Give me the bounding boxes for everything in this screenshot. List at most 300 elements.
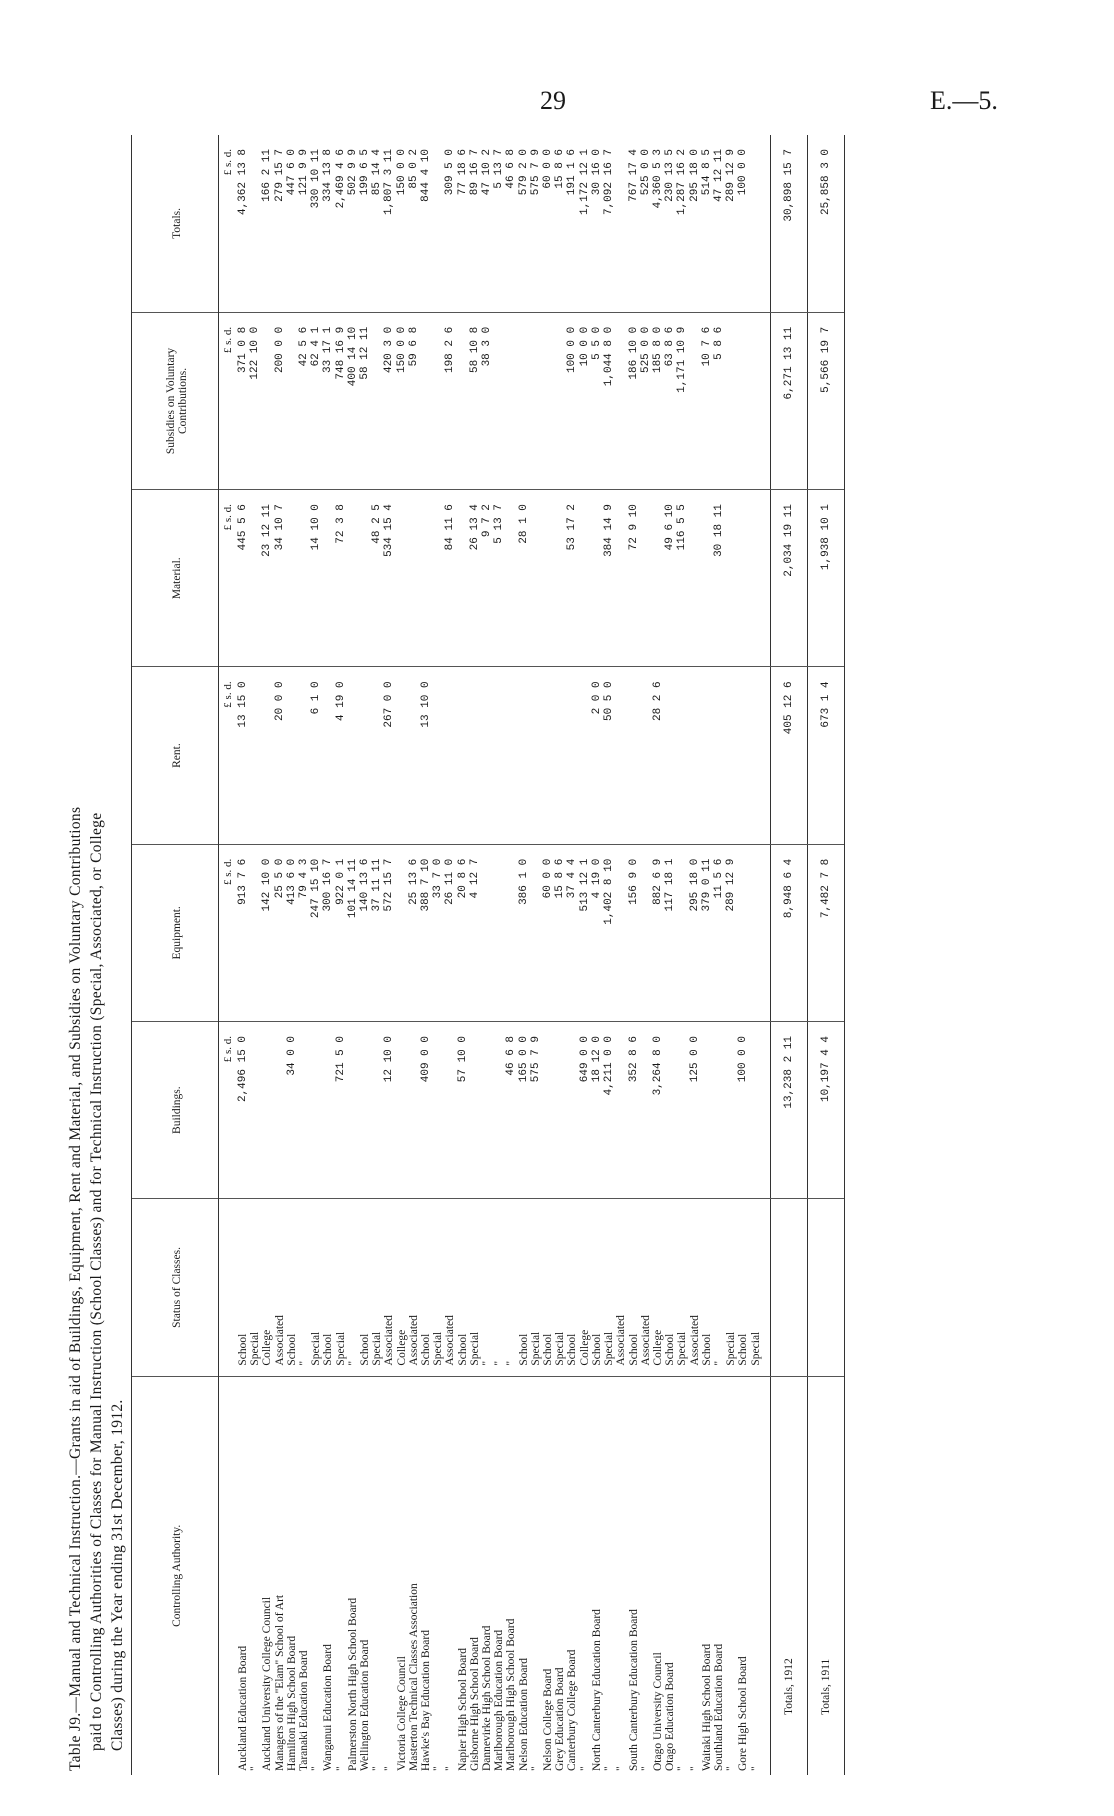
equipment-cell: 513 12 1 — [579, 844, 591, 1021]
buildings-cell — [664, 1022, 676, 1199]
status-cell: " — [347, 1199, 359, 1376]
equipment-cell: 4 19 0 — [591, 844, 603, 1021]
rent-cell: 2 0 0 — [591, 667, 603, 844]
rent-cell — [750, 667, 762, 844]
totals-cell: 25,858 3 0 — [807, 135, 844, 312]
status-cell: Special — [249, 1199, 261, 1376]
status-cell: School — [628, 1199, 640, 1376]
material-cell — [725, 490, 737, 667]
material-cell — [298, 490, 310, 667]
status-cell: " — [493, 1199, 505, 1376]
status-cell — [807, 1199, 844, 1376]
authority-cell: " — [676, 1766, 689, 1771]
equipment-cell — [249, 844, 261, 1021]
totals-row — [807, 135, 844, 1775]
status-cell: School — [664, 1199, 676, 1376]
authority-cell: Nelson Education Board — [517, 1657, 530, 1771]
equipment-cell: 33 7 0 — [432, 844, 444, 1021]
rent-cell — [444, 667, 456, 844]
totals-label-cell: Totals, 1912 — [770, 1376, 807, 1775]
equipment-cell — [505, 844, 517, 1021]
totals-cell: 289 12 9 — [725, 135, 737, 312]
material-cell: 72 3 8 — [335, 490, 347, 667]
material-cell — [530, 490, 542, 667]
equipment-cell: 15 8 6 — [554, 844, 566, 1021]
buildings-cell: 100 0 0 — [737, 1022, 749, 1199]
totals-cell — [750, 135, 762, 312]
table-row — [261, 135, 273, 1775]
table-row — [554, 135, 566, 1775]
equipment-cell — [493, 844, 505, 1021]
rent-cell — [701, 667, 713, 844]
material-cell — [286, 490, 298, 667]
buildings-cell — [322, 1022, 334, 1199]
subsidies-cell — [542, 312, 554, 489]
buildings-cell: 46 6 8 — [505, 1022, 517, 1199]
status-cell: " — [713, 1199, 725, 1376]
equipment-cell: 142 10 0 — [261, 844, 273, 1021]
buildings-cell — [554, 1022, 566, 1199]
buildings-cell: 10,197 4 4 — [807, 1022, 844, 1199]
buildings-cell: 575 7 9 — [530, 1022, 542, 1199]
totals-cell: 525 0 0 — [640, 135, 652, 312]
rent-cell — [676, 667, 688, 844]
totals-cell: 4,362 13 8 — [237, 135, 249, 312]
material-cell — [420, 490, 432, 667]
material-cell: 48 2 5 — [371, 490, 383, 667]
status-cell: Special — [469, 1199, 481, 1376]
status-cell: Special — [554, 1199, 566, 1376]
equipment-cell: 247 15 10 — [310, 844, 322, 1021]
totals-cell: 575 7 9 — [530, 135, 542, 312]
authority-cell: " — [444, 1766, 457, 1771]
equipment-cell: 300 16 7 — [322, 844, 334, 1021]
table-row — [505, 135, 517, 1775]
rent-cell — [518, 667, 530, 844]
status-cell: " — [505, 1199, 517, 1376]
totals-cell: 309 5 0 — [444, 135, 456, 312]
status-cell: Associated — [615, 1199, 627, 1376]
authority-cell: Wanganui Education Board — [322, 1644, 335, 1771]
equipment-cell — [530, 844, 542, 1021]
authority-cell: Auckland University College Council — [261, 1596, 274, 1771]
totals-cell: 15 8 6 — [554, 135, 566, 312]
table-row — [322, 135, 334, 1775]
unit-label: £ s. d. — [219, 667, 238, 844]
totals-cell: 7,092 16 7 — [603, 135, 615, 312]
totals-cell: 330 10 11 — [310, 135, 322, 312]
status-cell: School — [286, 1199, 298, 1376]
authority-cell: South Canterbury Education Board — [627, 1609, 640, 1771]
rent-cell — [493, 667, 505, 844]
status-cell: Special — [750, 1199, 762, 1376]
buildings-cell — [274, 1022, 286, 1199]
material-cell — [737, 490, 749, 667]
buildings-cell — [493, 1022, 505, 1199]
status-cell: Special — [603, 1199, 615, 1376]
totals-cell: 279 15 7 — [274, 135, 286, 312]
totals-cell: 1,287 16 2 — [676, 135, 688, 312]
subsidies-cell: 6,271 13 11 — [770, 312, 807, 489]
table-row — [737, 135, 749, 1775]
subsidies-cell — [689, 312, 701, 489]
totals-cell: 30,898 15 7 — [770, 135, 807, 312]
totals-cell: 85 0 2 — [408, 135, 420, 312]
subsidies-cell: 186 10 0 — [628, 312, 640, 489]
rent-cell — [664, 667, 676, 844]
authority-cell: " — [688, 1766, 701, 1771]
material-cell: 53 17 2 — [566, 490, 578, 667]
equipment-cell — [640, 844, 652, 1021]
totals-cell: 121 9 9 — [298, 135, 310, 312]
rent-cell — [737, 667, 749, 844]
status-cell: School — [542, 1199, 554, 1376]
material-cell — [701, 490, 713, 667]
totals-cell: 295 18 0 — [689, 135, 701, 312]
totals-cell: 4,360 5 3 — [652, 135, 664, 312]
rent-cell — [322, 667, 334, 844]
rent-cell — [530, 667, 542, 844]
equipment-cell: 37 4 4 — [566, 844, 578, 1021]
equipment-cell: 913 7 6 — [237, 844, 249, 1021]
buildings-cell: 57 10 0 — [457, 1022, 469, 1199]
equipment-cell: 60 0 0 — [542, 844, 554, 1021]
equipment-cell: 386 1 0 — [518, 844, 530, 1021]
rent-cell — [481, 667, 493, 844]
rent-cell — [457, 667, 469, 844]
status-cell: College — [579, 1199, 591, 1376]
table-row — [591, 135, 603, 1775]
buildings-cell — [481, 1022, 493, 1199]
rent-cell: 20 0 0 — [274, 667, 286, 844]
material-cell: 9 7 2 — [481, 490, 493, 667]
totals-cell: 47 10 2 — [481, 135, 493, 312]
material-cell: 23 12 11 — [261, 490, 273, 667]
totals-cell: 30 16 0 — [591, 135, 603, 312]
equipment-cell: 37 11 11 — [371, 844, 383, 1021]
status-cell: Special — [530, 1199, 542, 1376]
authority-cell: Gisborne High School Board — [468, 1637, 481, 1771]
buildings-cell: 409 0 0 — [420, 1022, 432, 1199]
material-cell — [505, 490, 517, 667]
equipment-cell: 140 13 6 — [359, 844, 371, 1021]
authority-cell: Hamilton High School Board — [285, 1635, 298, 1771]
page-number: 29 — [540, 86, 566, 115]
table-row — [603, 135, 615, 1775]
buildings-cell — [750, 1022, 762, 1199]
rotated-table-page — [65, 135, 1025, 1775]
unit-label: £ s. d. — [219, 490, 238, 667]
subsidies-cell: 1,044 8 0 — [603, 312, 615, 489]
equipment-cell: 1,402 8 10 — [603, 844, 615, 1021]
rent-cell — [713, 667, 725, 844]
equipment-cell: 388 7 10 — [420, 844, 432, 1021]
subsidies-cell: 525 0 0 — [640, 312, 652, 489]
rent-cell: 13 15 0 — [237, 667, 249, 844]
table-row — [664, 135, 676, 1775]
buildings-cell: 165 0 0 — [518, 1022, 530, 1199]
totals-cell: 2,469 4 6 — [335, 135, 347, 312]
rent-cell — [347, 667, 359, 844]
equipment-cell: 295 18 0 — [689, 844, 701, 1021]
totals-cell: 85 14 4 — [371, 135, 383, 312]
table-title-line-1: Table J9.—Manual and Technical Instruction.—Grants in aid of Buildings, Equipment, Rent and Material, and Subsidies on Voluntary Contributions — [67, 806, 84, 1771]
buildings-cell — [310, 1022, 322, 1199]
equipment-cell — [750, 844, 762, 1021]
status-cell: " — [298, 1199, 310, 1376]
table-row — [383, 135, 395, 1775]
material-cell — [542, 490, 554, 667]
status-cell: Special — [310, 1199, 322, 1376]
authority-cell: Waitaki High School Board — [700, 1643, 713, 1771]
subsidies-cell — [420, 312, 432, 489]
buildings-cell — [566, 1022, 578, 1199]
table-row — [640, 135, 652, 1775]
table-row — [701, 135, 713, 1775]
table-row — [359, 135, 371, 1775]
table-row — [249, 135, 261, 1775]
material-cell — [432, 490, 444, 667]
subsidies-cell — [615, 312, 627, 489]
buildings-cell: 2,496 15 0 — [237, 1022, 249, 1199]
status-cell: Special — [371, 1199, 383, 1376]
equipment-cell: 379 0 11 — [701, 844, 713, 1021]
rent-cell — [286, 667, 298, 844]
rent-cell — [640, 667, 652, 844]
totals-cell: 100 0 0 — [737, 135, 749, 312]
col-header-status: Status of Classes. — [132, 1199, 219, 1376]
table-row — [286, 135, 298, 1775]
equipment-cell: 101 14 11 — [347, 844, 359, 1021]
subsidies-cell: 33 17 1 — [322, 312, 334, 489]
authority-cell: Auckland Education Board — [237, 1645, 249, 1771]
status-cell: School — [566, 1199, 578, 1376]
buildings-cell — [444, 1022, 456, 1199]
equipment-cell: 413 6 0 — [286, 844, 298, 1021]
material-cell — [652, 490, 664, 667]
rent-cell — [566, 667, 578, 844]
authority-cell: " — [529, 1766, 542, 1771]
authority-cell: Otago University Council — [651, 1652, 664, 1771]
status-cell: School — [237, 1199, 249, 1376]
buildings-cell — [261, 1022, 273, 1199]
equipment-cell — [676, 844, 688, 1021]
buildings-cell — [640, 1022, 652, 1199]
table-row — [432, 135, 444, 1775]
buildings-cell — [298, 1022, 310, 1199]
rent-cell — [725, 667, 737, 844]
buildings-cell — [542, 1022, 554, 1199]
subsidies-cell: 420 3 0 — [383, 312, 395, 489]
totals-cell: 767 17 4 — [628, 135, 640, 312]
buildings-cell — [432, 1022, 444, 1199]
equipment-cell: 882 6 9 — [652, 844, 664, 1021]
table-row — [566, 135, 578, 1775]
subsidies-cell — [750, 312, 762, 489]
subsidies-cell: 748 16 9 — [335, 312, 347, 489]
col-header-material: Material. — [132, 490, 219, 667]
table-row — [457, 135, 469, 1775]
subsidies-cell — [725, 312, 737, 489]
buildings-cell — [359, 1022, 371, 1199]
material-cell — [359, 490, 371, 667]
rent-cell — [432, 667, 444, 844]
authority-cell: " — [371, 1766, 384, 1771]
totals-cell: 191 1 6 — [566, 135, 578, 312]
subsidies-cell: 371 0 8 — [237, 312, 249, 489]
document-reference: E.—5. — [930, 86, 998, 115]
spacer-row — [762, 135, 771, 1775]
authority-cell: Canterbury College Board — [566, 1649, 579, 1771]
table-row — [725, 135, 737, 1775]
material-cell — [347, 490, 359, 667]
subsidies-cell: 10 7 6 — [701, 312, 713, 489]
authority-cell: Wellington Education Board — [359, 1639, 372, 1771]
authority-cell: Napier High School Board — [456, 1648, 469, 1771]
totals-cell: 150 0 0 — [396, 135, 408, 312]
rent-cell — [628, 667, 640, 844]
rent-cell: 13 10 0 — [420, 667, 432, 844]
status-cell: School — [420, 1199, 432, 1376]
material-cell — [640, 490, 652, 667]
table-title — [65, 135, 131, 1775]
buildings-cell — [371, 1022, 383, 1199]
totals-cell: 166 2 11 — [261, 135, 273, 312]
totals-cell: 334 13 8 — [322, 135, 334, 312]
authority-cell: Victoria College Council — [395, 1656, 408, 1771]
status-cell: School — [359, 1199, 371, 1376]
subsidies-cell: 5 5 0 — [591, 312, 603, 489]
buildings-cell: 3,264 8 0 — [652, 1022, 664, 1199]
subsidies-cell — [432, 312, 444, 489]
material-cell — [396, 490, 408, 667]
subsidies-cell: 42 5 6 — [298, 312, 310, 489]
table-row — [371, 135, 383, 1775]
status-cell: Associated — [444, 1199, 456, 1376]
buildings-cell — [469, 1022, 481, 1199]
table-row — [444, 135, 456, 1775]
rent-cell: 50 5 0 — [603, 667, 615, 844]
subsidies-cell: 1,171 10 9 — [676, 312, 688, 489]
rent-cell: 6 1 0 — [310, 667, 322, 844]
status-cell: Associated — [640, 1199, 652, 1376]
table-row — [750, 135, 762, 1775]
rent-cell — [261, 667, 273, 844]
status-cell: Special — [335, 1199, 347, 1376]
buildings-cell — [396, 1022, 408, 1199]
material-cell — [249, 490, 261, 667]
table-row — [347, 135, 359, 1775]
material-cell: 72 9 10 — [628, 490, 640, 667]
material-cell: 534 15 4 — [383, 490, 395, 667]
authority-cell: " — [578, 1766, 591, 1771]
material-cell: 384 14 9 — [603, 490, 615, 667]
equipment-cell — [396, 844, 408, 1021]
status-cell: School — [737, 1199, 749, 1376]
table-row — [713, 135, 725, 1775]
subsidies-cell: 58 12 11 — [359, 312, 371, 489]
totals-cell — [615, 135, 627, 312]
totals-cell: 230 13 5 — [664, 135, 676, 312]
status-cell: School — [322, 1199, 334, 1376]
table-body — [219, 135, 845, 1775]
table-row — [335, 135, 347, 1775]
rent-cell: 4 19 0 — [335, 667, 347, 844]
subsidies-cell — [261, 312, 273, 489]
authority-cell: Managers of the "Elam" School of Art — [273, 1594, 286, 1771]
status-cell: Special — [725, 1199, 737, 1376]
buildings-cell — [249, 1022, 261, 1199]
material-cell — [615, 490, 627, 667]
rent-cell — [298, 667, 310, 844]
material-cell — [689, 490, 701, 667]
rent-cell — [249, 667, 261, 844]
authority-cell: " — [334, 1766, 347, 1771]
rent-cell — [505, 667, 517, 844]
rent-cell: 405 12 6 — [770, 667, 807, 844]
buildings-cell: 721 5 0 — [335, 1022, 347, 1199]
material-cell: 34 10 7 — [274, 490, 286, 667]
status-cell: School — [701, 1199, 713, 1376]
authority-cell: Gore High School Board — [737, 1656, 750, 1771]
totals-label-cell: Totals, 1911 — [807, 1376, 844, 1775]
authority-cell: Palmerston North High School Board — [346, 1597, 359, 1771]
equipment-cell: 11 5 6 — [713, 844, 725, 1021]
subsidies-cell: 400 14 10 — [347, 312, 359, 489]
buildings-cell: 18 12 0 — [591, 1022, 603, 1199]
equipment-cell: 25 13 6 — [408, 844, 420, 1021]
buildings-cell — [713, 1022, 725, 1199]
table-row — [310, 135, 322, 1775]
buildings-cell: 13,238 2 11 — [770, 1022, 807, 1199]
authority-cell: " — [639, 1766, 652, 1771]
status-cell: Associated — [689, 1199, 701, 1376]
unit-label: £ s. d. — [219, 135, 238, 312]
material-cell — [457, 490, 469, 667]
totals-cell: 5 13 7 — [493, 135, 505, 312]
subsidies-cell — [554, 312, 566, 489]
equipment-cell: 26 11 0 — [444, 844, 456, 1021]
authority-cell: " — [725, 1766, 738, 1771]
subsidies-cell — [457, 312, 469, 489]
subsidies-cell: 5,566 19 7 — [807, 312, 844, 489]
authority-cell: " — [432, 1766, 445, 1771]
totals-cell: 1,172 12 1 — [579, 135, 591, 312]
rent-cell — [408, 667, 420, 844]
totals-cell — [249, 135, 261, 312]
table-row — [420, 135, 432, 1775]
status-cell: " — [481, 1199, 493, 1376]
buildings-cell: 34 0 0 — [286, 1022, 298, 1199]
material-cell — [591, 490, 603, 667]
equipment-cell: 20 8 6 — [457, 844, 469, 1021]
subsidies-cell: 122 10 0 — [249, 312, 261, 489]
buildings-cell — [408, 1022, 420, 1199]
totals-cell: 60 0 0 — [542, 135, 554, 312]
subsidies-cell — [737, 312, 749, 489]
authority-cell: Otago Education Board — [664, 1662, 677, 1771]
authority-cell: Grey Education Board — [554, 1667, 567, 1771]
totals-cell — [432, 135, 444, 312]
subsidies-cell: 185 8 0 — [652, 312, 664, 489]
subsidies-cell — [518, 312, 530, 489]
status-cell: School — [457, 1199, 469, 1376]
authority-cell: Marlborough Education Board — [493, 1629, 506, 1771]
subsidies-cell — [530, 312, 542, 489]
status-cell: School — [591, 1199, 603, 1376]
table-title-line-3: Classes) during the Year ending 31st December, 1912. — [109, 1399, 126, 1751]
rent-cell — [615, 667, 627, 844]
